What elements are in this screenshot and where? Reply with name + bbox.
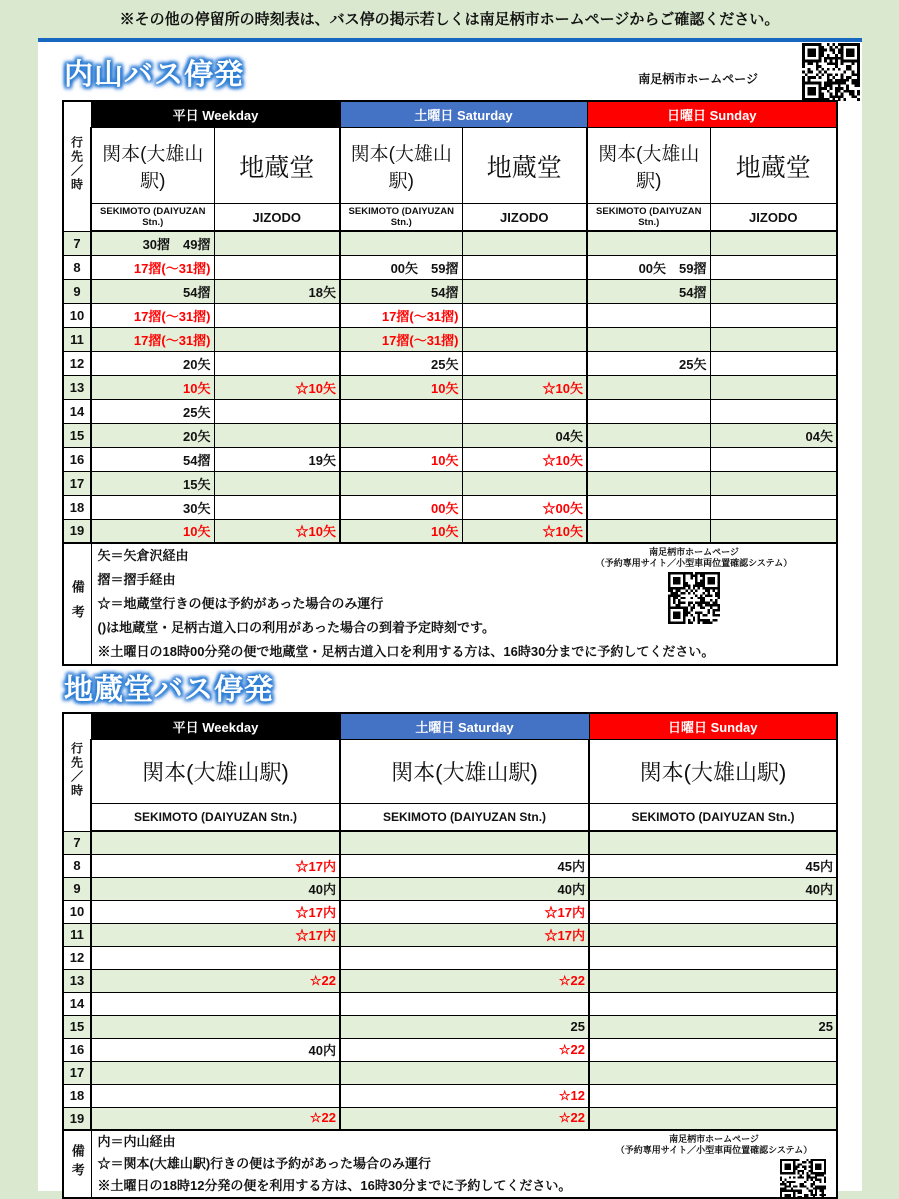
dest-sekimoto: 関本(大雄山駅) [587,128,710,204]
time-cell [710,375,837,399]
uchiyama-timetable [62,100,838,666]
time-cell: ☆17内 [91,854,340,877]
time-cell [587,519,710,543]
time-cell: 25 [340,1015,589,1038]
timetable-row [63,1038,837,1061]
time-cell: 17摺(～31摺) [91,303,214,327]
remark-line: ()は地蔵堂・足柄古道入口の利用があった場合の到着予定時刻です。 [97,620,495,635]
time-cell [214,231,340,255]
hour-label: 11 [63,923,91,946]
time-cell: 45内 [589,854,837,877]
hour-label: 15 [63,423,91,447]
timetable-row [63,231,837,255]
dest-sekimoto: 関本(大雄山駅) [340,128,462,204]
time-cell [710,495,837,519]
content-area [38,38,862,1191]
hour-axis-header [63,101,91,231]
time-cell [589,1038,837,1061]
time-cell [91,1061,340,1084]
time-cell [462,351,587,375]
timetable-row [63,303,837,327]
time-cell: 25 [589,1015,837,1038]
timetable-row [63,279,837,303]
qr-block [594,1134,834,1198]
time-cell: ☆10矢 [462,375,587,399]
hour-label: 11 [63,327,91,351]
dest-jizodo-en: JIZODO [214,204,340,232]
time-cell [91,831,340,854]
time-cell [589,992,837,1015]
time-cell [587,327,710,351]
jizodo-title: 地蔵堂バス停発 [64,674,275,706]
dest-sekimoto-en: SEKIMOTO (DAIYUZAN Stn.) [340,804,589,832]
day-header-weekday: 平日 Weekday [91,713,340,740]
time-cell [589,1084,837,1107]
time-cell [340,471,462,495]
hour-label: 7 [63,231,91,255]
time-cell: 30摺 49摺 [91,231,214,255]
time-cell [462,255,587,279]
time-cell: 17摺(～31摺) [91,327,214,351]
time-cell [340,946,589,969]
time-cell: ☆10矢 [462,519,587,543]
homepage-label: 南足柄市ホームページ [638,72,758,86]
time-cell [340,399,462,423]
time-cell [710,279,837,303]
time-cell [462,279,587,303]
time-cell [214,255,340,279]
remark-line: 摺＝摺手経由 [97,572,176,587]
time-cell: ☆17内 [340,900,589,923]
hour-label: 13 [63,375,91,399]
time-cell [214,303,340,327]
timetable-row [63,854,837,877]
hour-label: 18 [63,495,91,519]
timetable-row [63,351,837,375]
time-cell [587,495,710,519]
remarks-cell [91,1130,837,1198]
remark-line: 内＝内山経由 [97,1134,176,1149]
remarks-cell [91,543,837,665]
timetable-row [63,992,837,1015]
day-header-sunday: 日曜日 Sunday [589,713,837,740]
timetable-row [63,375,837,399]
time-cell: 10矢 [340,447,462,471]
time-cell [340,231,462,255]
time-cell [710,231,837,255]
time-cell: 54摺 [91,279,214,303]
time-cell [587,375,710,399]
time-cell: ☆22 [340,969,589,992]
timetable-row [63,923,837,946]
time-cell [91,946,340,969]
dest-sekimoto-en: SEKIMOTO (DAIYUZAN Stn.) [587,204,710,232]
hour-label: 16 [63,1038,91,1061]
dest-sekimoto-en: SEKIMOTO (DAIYUZAN Stn.) [91,204,214,232]
qr-code [668,572,720,624]
time-cell [340,1061,589,1084]
time-cell: 40内 [91,877,340,900]
time-cell: ☆17内 [340,923,589,946]
dest-sekimoto: 関本(大雄山駅) [91,740,340,804]
remarks-label: 備考 [69,579,85,630]
time-cell [340,831,589,854]
time-cell: 40内 [589,877,837,900]
time-cell: ☆10矢 [462,447,587,471]
remarks-header [63,543,91,665]
time-cell [340,423,462,447]
time-cell [710,519,837,543]
timetable-row [63,877,837,900]
time-cell: 00矢 59摺 [587,255,710,279]
day-header-weekday: 平日 Weekday [91,101,340,128]
hour-label: 10 [63,900,91,923]
qr-code-top [802,43,860,101]
timetable-row [63,1084,837,1107]
time-cell: 20矢 [91,423,214,447]
time-cell: ☆22 [340,1038,589,1061]
timetable-row [63,255,837,279]
hour-label: 19 [63,1107,91,1130]
dest-jizodo: 地蔵堂 [214,128,340,204]
time-cell: 54摺 [91,447,214,471]
time-cell: 10矢 [91,375,214,399]
time-cell: 18矢 [214,279,340,303]
time-cell: 25矢 [91,399,214,423]
time-cell [462,399,587,423]
time-cell [214,495,340,519]
time-cell: ☆10矢 [214,375,340,399]
hour-label: 9 [63,279,91,303]
time-cell [587,399,710,423]
remark-line: ☆＝関本(大雄山駅)行きの便は予約があった場合のみ運行 [97,1156,432,1171]
time-cell [91,992,340,1015]
time-cell: 04矢 [462,423,587,447]
remarks-label: 備考 [69,1144,85,1182]
time-cell: 25矢 [587,351,710,375]
time-cell [710,471,837,495]
time-cell: 54摺 [340,279,462,303]
time-cell [587,303,710,327]
timetable-row [63,946,837,969]
time-cell: 45内 [340,854,589,877]
time-cell: ☆00矢 [462,495,587,519]
time-cell [462,231,587,255]
time-cell [710,399,837,423]
timetable-body [63,831,837,1130]
time-cell [91,1015,340,1038]
time-cell: 10矢 [91,519,214,543]
day-header-sunday: 日曜日 Sunday [587,101,837,128]
hour-label: 8 [63,854,91,877]
time-cell: ☆22 [340,1107,589,1130]
time-cell [462,327,587,351]
hour-label: 15 [63,1015,91,1038]
hour-label: 17 [63,471,91,495]
timetable-row [63,831,837,854]
time-cell: 40内 [340,877,589,900]
qr-note-line2: （予約専用サイト／小型車両位置確認システム） [615,1145,813,1155]
time-cell [91,1084,340,1107]
hour-label: 9 [63,877,91,900]
remark-line: ☆＝地蔵堂行きの便は予約があった場合のみ運行 [97,596,384,611]
time-cell [710,327,837,351]
dest-jizodo-en: JIZODO [462,204,587,232]
dest-jizodo-en: JIZODO [710,204,837,232]
time-cell [589,923,837,946]
time-cell: 30矢 [91,495,214,519]
dest-sekimoto: 関本(大雄山駅) [340,740,589,804]
time-cell: ☆17内 [91,923,340,946]
time-cell [589,946,837,969]
time-cell [710,255,837,279]
qr-note-line2: （予約専用サイト／小型車両位置確認システム） [595,558,793,568]
timetable-row [63,447,837,471]
hour-label: 12 [63,946,91,969]
time-cell [587,231,710,255]
time-cell: 04矢 [710,423,837,447]
time-cell: ☆22 [91,1107,340,1130]
qr-note-line1: 南足柄市ホームページ [649,547,739,557]
dest-sekimoto-en: SEKIMOTO (DAIYUZAN Stn.) [340,204,462,232]
top-note: ※その他の停留所の時刻表は、バス停の掲示若しくは南足柄市ホームページからご確認ください。 [119,11,780,28]
time-cell [214,471,340,495]
time-cell: ☆22 [91,969,340,992]
hour-axis-header [63,713,91,831]
hour-label: 10 [63,303,91,327]
hour-axis-label: 行先／時 [69,135,84,192]
timetable-row [63,471,837,495]
timetable-row [63,495,837,519]
timetable-row [63,423,837,447]
time-cell [710,447,837,471]
remark-line: 矢＝矢倉沢経由 [97,548,189,563]
time-cell: 10矢 [340,375,462,399]
timetable-body [63,231,837,543]
time-cell [587,423,710,447]
time-cell [462,471,587,495]
time-cell: 17摺(～31摺) [340,303,462,327]
qr-note-line1: 南足柄市ホームページ [669,1134,759,1144]
hour-label: 8 [63,255,91,279]
timetable-row [63,327,837,351]
dest-jizodo: 地蔵堂 [710,128,837,204]
time-cell [587,447,710,471]
day-header-saturday: 土曜日 Saturday [340,713,589,740]
day-header-saturday: 土曜日 Saturday [340,101,587,128]
timetable-row [63,900,837,923]
remarks-header [63,1130,91,1198]
jizodo-timetable [62,712,838,1199]
timetable-row [63,1107,837,1130]
dest-sekimoto: 関本(大雄山駅) [589,740,837,804]
time-cell: 00矢 [340,495,462,519]
qr-block [574,547,814,624]
time-cell: 17摺(～31摺) [340,327,462,351]
hour-label: 14 [63,992,91,1015]
time-cell [214,327,340,351]
time-cell: 15矢 [91,471,214,495]
time-cell [589,969,837,992]
time-cell: 20矢 [91,351,214,375]
remark-line: ※土曜日の18時12分発の便を利用する方は、16時30分までに予約してください。 [97,1178,572,1193]
time-cell [710,351,837,375]
time-cell [710,303,837,327]
time-cell: 00矢 59摺 [340,255,462,279]
qr-code [780,1159,826,1198]
timetable-row [63,519,837,543]
dest-jizodo: 地蔵堂 [462,128,587,204]
time-cell: 54摺 [587,279,710,303]
time-cell [340,992,589,1015]
time-cell [589,831,837,854]
time-cell: 19矢 [214,447,340,471]
hour-label: 19 [63,519,91,543]
time-cell [462,303,587,327]
time-cell [589,1107,837,1130]
time-cell [214,351,340,375]
hour-axis-label: 行先／時 [69,741,84,798]
time-cell: ☆17内 [91,900,340,923]
dest-sekimoto-en: SEKIMOTO (DAIYUZAN Stn.) [589,804,837,832]
dest-sekimoto: 関本(大雄山駅) [91,128,214,204]
timetable-row [63,1015,837,1038]
time-cell: ☆12 [340,1084,589,1107]
time-cell: ☆10矢 [214,519,340,543]
time-cell [587,471,710,495]
time-cell: 40内 [91,1038,340,1061]
dest-sekimoto-en: SEKIMOTO (DAIYUZAN Stn.) [91,804,340,832]
hour-label: 18 [63,1084,91,1107]
hour-label: 14 [63,399,91,423]
time-cell [214,423,340,447]
time-cell [214,399,340,423]
time-cell [589,1061,837,1084]
time-cell: 10矢 [340,519,462,543]
hour-label: 13 [63,969,91,992]
time-cell [589,900,837,923]
hour-label: 16 [63,447,91,471]
time-cell: 25矢 [340,351,462,375]
hour-label: 12 [63,351,91,375]
uchiyama-title: 内山バス停発 [64,59,245,91]
hour-label: 17 [63,1061,91,1084]
timetable-row [63,1061,837,1084]
hour-label: 7 [63,831,91,854]
time-cell: 17摺(～31摺) [91,255,214,279]
timetable-row [63,399,837,423]
timetable-row [63,969,837,992]
remark-line: ※土曜日の18時00分発の便で地蔵堂・足柄古道入口を利用する方は、16時30分までに予約してください。 [97,644,715,659]
